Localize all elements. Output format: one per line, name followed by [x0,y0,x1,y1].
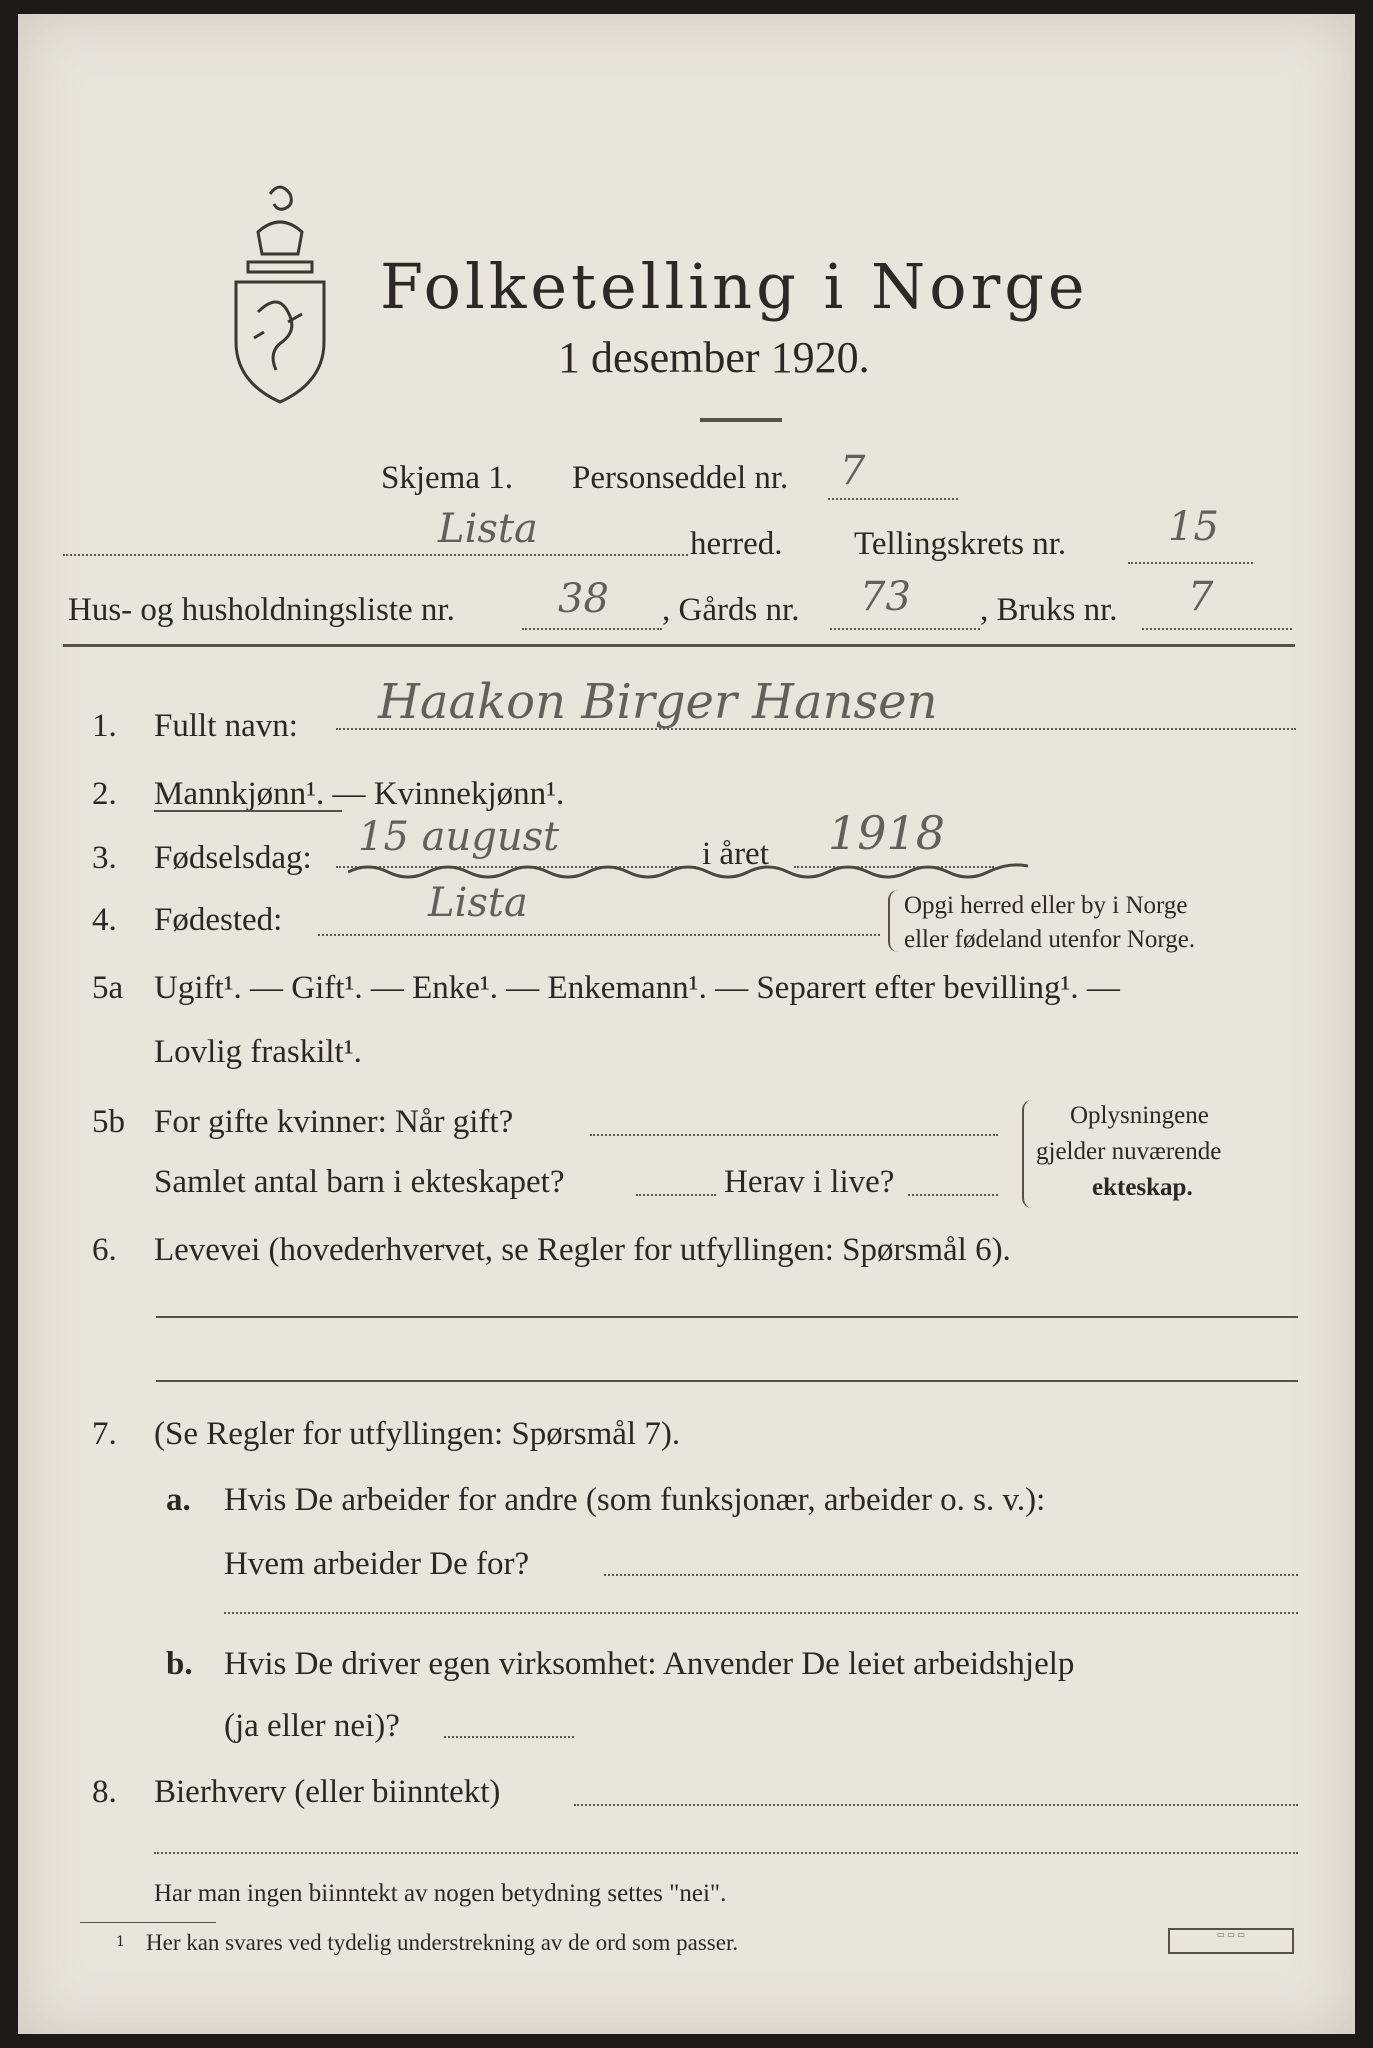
q4-label: Fødested: [154,902,283,938]
norway-lion-crest-icon [218,172,343,407]
footnote-divider [80,1922,216,1923]
q5b-number: 5b [92,1104,125,1140]
q4-note-2: eller fødeland utenfor Norge. [904,926,1196,953]
herred-value: Lista [438,506,538,552]
q8-label: Bierhverv (eller biinntekt) [154,1774,501,1810]
q7a-label-1: Hvis De arbeider for andre (som funksjonær, arbeider o. s. v.): [224,1482,1046,1518]
q3-year-label: i året [702,836,769,872]
footnote-mark: 1 [116,1934,125,1950]
census-date: 1 desember 1920. [558,333,870,382]
form-title: Folketelling i Norge [380,250,1089,323]
occupation-line-2[interactable] [156,1380,1298,1382]
children-alive-field[interactable] [908,1194,998,1196]
gards-field[interactable] [830,628,980,630]
q5a-number: 5a [92,970,124,1006]
employer-field[interactable] [604,1574,1298,1576]
census-form [18,14,1355,2034]
header-divider [63,644,1295,647]
q8-number: 8. [92,1774,117,1810]
herred-label: herred. [690,526,783,562]
footnote-text: Her kan svares ved tydelig understrekning av de ord som passer. [146,1930,739,1955]
q7-label: (Se Regler for utfyllingen: Spørsmål 7). [154,1416,681,1452]
bruks-label: , Bruks nr. [980,592,1118,628]
hus-value: 38 [558,576,609,622]
q7a-label-2: Hvem arbeider De for? [224,1546,530,1582]
side-income-field-2[interactable] [154,1852,1298,1854]
married-date-field[interactable] [590,1134,998,1136]
q6-number: 6. [92,1232,117,1268]
q5b-children-label: Samlet antal barn i ekteskapet? [154,1164,565,1200]
q4-number: 4. [92,902,117,938]
tellingskrets-label: Tellingskrets nr. [854,526,1067,562]
personseddel-label: Personseddel nr. [572,460,789,496]
sex-options[interactable]: Mannkjønn¹. — Kvinnekjønn¹. [154,776,565,812]
q1-number: 1. [92,708,117,744]
tellingskrets-field[interactable] [1128,562,1253,564]
q6-label: Levevei (hovederhvervet, se Regler for utfyllingen: Spørsmål 6). [154,1232,1011,1268]
bruks-field[interactable] [1142,628,1292,630]
q5b-brace [1022,1100,1036,1208]
q5b-married-label: For gifte kvinner: Når gift? [154,1104,514,1140]
printer-stamp-icon: ▭ ▭ ▭ [1168,1928,1294,1954]
herred-field[interactable] [63,554,688,556]
personseddel-field[interactable] [828,498,958,500]
birthplace-field[interactable] [318,934,880,936]
q5b-note-3: ekteskap. [1092,1174,1193,1201]
tellingskrets-value: 15 [1168,504,1219,550]
hus-label: Hus- og husholdningsliste nr. [68,592,455,628]
q1-label: Fullt navn: [154,708,298,744]
bruks-value: 7 [1188,574,1214,620]
q7-number: 7. [92,1416,117,1452]
q5b-note-2: gjelder nuværende [1036,1138,1222,1165]
q3-number: 3. [92,840,117,876]
side-income-field[interactable] [574,1804,1298,1806]
marital-option-divorced[interactable]: Lovlig fraskilt¹. [154,1034,362,1070]
marital-options[interactable]: Ugift¹. — Gift¹. — Enke¹. — Enkemann¹. — Separert efter bevilling¹. — [154,970,1120,1006]
title-divider [700,418,782,422]
birthplace-value: Lista [428,880,528,926]
gards-label: , Gårds nr. [662,592,800,628]
q7b-label-1: Hvis De driver egen virksomhet: Anvender De leiet arbeidshjelp [224,1646,1075,1682]
q7b-letter: b. [166,1646,193,1682]
sex-underline [154,810,342,812]
employer-field-2[interactable] [224,1612,1298,1614]
occupation-line-1[interactable] [156,1316,1298,1318]
no-income-note: Har man ingen biinntekt av nogen betydning settes "nei". [154,1880,727,1907]
hus-field[interactable] [522,628,662,630]
birth-year-value: 1918 [828,806,946,860]
hired-help-field[interactable] [444,1736,574,1738]
gards-value: 73 [860,574,911,620]
q4-brace [888,890,900,952]
q4-note-1: Opgi herred eller by i Norge [904,892,1188,919]
q3-label: Fødselsdag: [154,840,312,876]
children-count-field[interactable] [636,1194,716,1196]
q7a-letter: a. [166,1482,191,1518]
q5b-note-1: Oplysningene [1070,1102,1209,1129]
full-name-value: Haakon Birger Hansen [378,674,938,730]
q7b-label-2: (ja eller nei)? [224,1708,400,1744]
q2-number: 2. [92,776,117,812]
q5b-alive-label: Herav i live? [724,1164,895,1200]
birthday-value: 15 august [358,814,560,860]
skjema-label: Skjema 1. [381,460,513,496]
personseddel-value: 7 [840,448,866,494]
